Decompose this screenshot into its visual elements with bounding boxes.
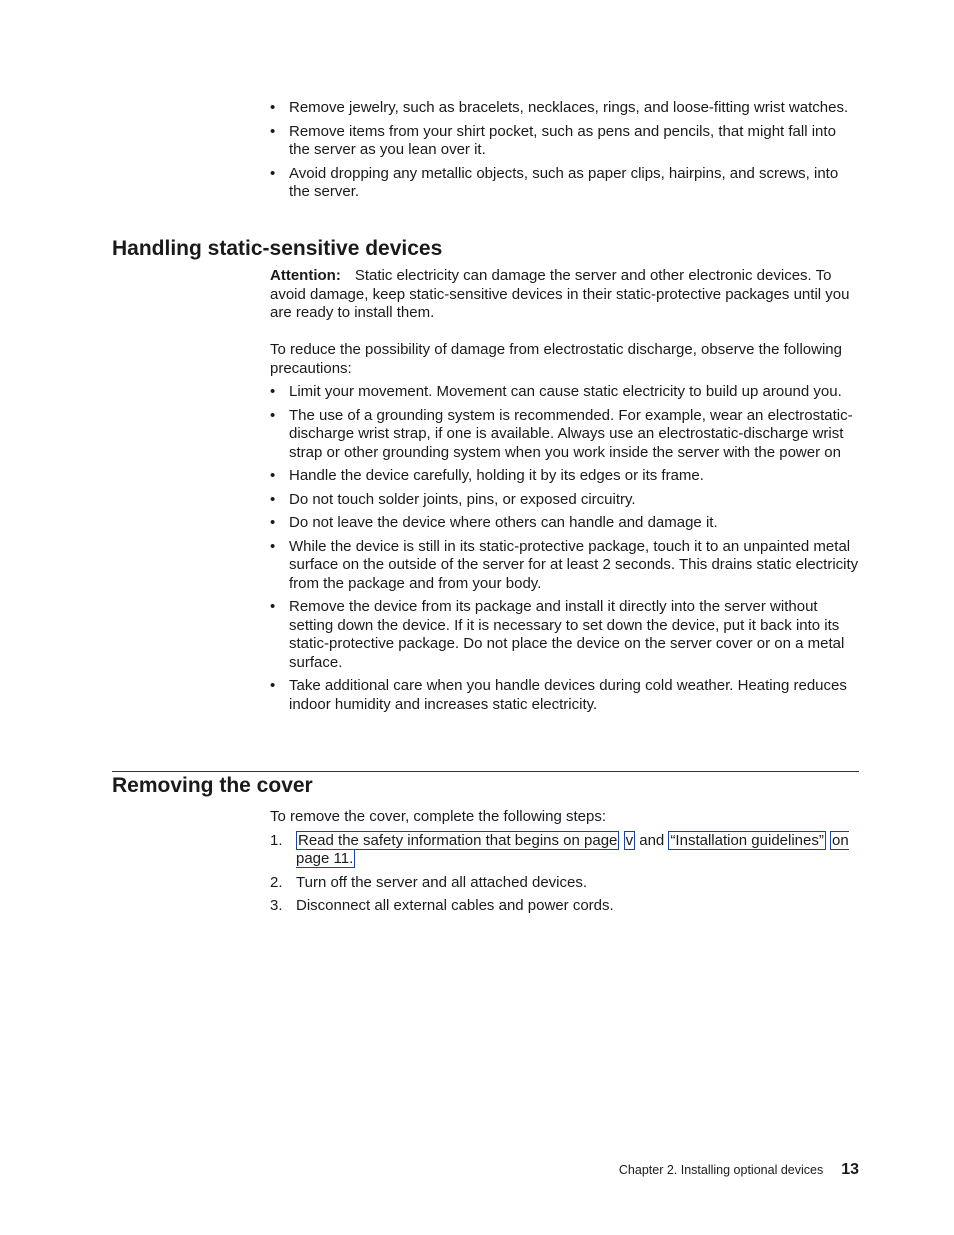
list-item: • Remove the device from its package and install it directly into the server without setting down the device. If it is necessary to set down the device, put it back into its static-protective package. Do not place the device on the server cover or on a metal surface. bbox=[270, 598, 860, 672]
precautions-intro: To reduce the possibility of damage from electrostatic discharge, observe the following precautions: bbox=[270, 341, 842, 377]
step-number: 2. bbox=[270, 873, 283, 891]
page-number: 13 bbox=[841, 1161, 859, 1178]
list-item: • The use of a grounding system is recommended. For example, wear an electrostatic-discharge wrist strap, if one is available. Always use an electrostatic-discharge wrist strap or other grounding system when you work inside the server with the power on bbox=[270, 407, 860, 463]
list-item: • Limit your movement. Movement can cause static electricity to build up around you. bbox=[270, 383, 860, 402]
page-11-link[interactable]: on page 11. bbox=[296, 831, 849, 867]
section-heading-static-devices: Handling static-sensitive devices bbox=[112, 237, 443, 260]
precautions-list bbox=[270, 383, 860, 714]
list-item: • Take additional care when you handle devices during cold weather. Heating reduces indoor humidity and increases static electricity. bbox=[270, 677, 860, 714]
attention-paragraph bbox=[270, 267, 860, 323]
safety-info-link[interactable]: Read the safety information that begins on page bbox=[298, 831, 618, 849]
step-number: 1. bbox=[270, 831, 283, 849]
attention-label: Attention: bbox=[270, 267, 341, 284]
step-text: Turn off the server and all attached devices. bbox=[296, 873, 587, 891]
list-item: • Remove items from your shirt pocket, such as pens and pencils, that might fall into the server as you lean over it. bbox=[270, 123, 860, 160]
section-divider bbox=[112, 771, 859, 772]
list-item: • While the device is still in its static-protective package, touch it to an unpainted metal surface on the outside of the server for at least 2 seconds. This drains static electricity from the package and from your body. bbox=[270, 538, 860, 594]
intro-bullet-list bbox=[270, 99, 860, 207]
step-number: 3. bbox=[270, 897, 283, 914]
section-heading-removing-cover: Removing the cover bbox=[112, 774, 313, 797]
chapter-title: Chapter 2. Installing optional devices bbox=[618, 1163, 824, 1177]
list-item: • Handle the device carefully, holding it by its edges or its frame. bbox=[270, 467, 860, 486]
and-text: and bbox=[639, 831, 665, 849]
list-item: • Remove jewelry, such as bracelets, necklaces, rings, and loose-fitting wrist watches. bbox=[270, 99, 860, 118]
step-item bbox=[270, 874, 860, 893]
section1-body bbox=[270, 267, 860, 719]
steps-list bbox=[270, 832, 860, 916]
page-footer bbox=[619, 1161, 859, 1179]
section2-body bbox=[270, 808, 860, 921]
list-item: • Do not leave the device where others can handle and damage it. bbox=[270, 514, 860, 533]
page-v-link[interactable]: v bbox=[625, 831, 634, 849]
installation-guidelines-link[interactable]: “Installation guidelines” bbox=[670, 831, 824, 849]
list-item: • Avoid dropping any metallic objects, such as paper clips, hairpins, and screws, into the server. bbox=[270, 165, 860, 202]
list-item: • Do not touch solder joints, pins, or exposed circuitry. bbox=[270, 491, 860, 510]
step-item bbox=[270, 897, 860, 916]
steps-intro: To remove the cover, complete the following steps: bbox=[270, 808, 607, 825]
step-text: Disconnect all external cables and power cords. bbox=[296, 897, 614, 914]
attention-text: Static electricity can damage the server and other electronic devices. To avoid damage, keep static-sensitive devices in their static-protective packages until you are ready to install them. bbox=[270, 267, 850, 321]
step-item bbox=[270, 832, 860, 869]
